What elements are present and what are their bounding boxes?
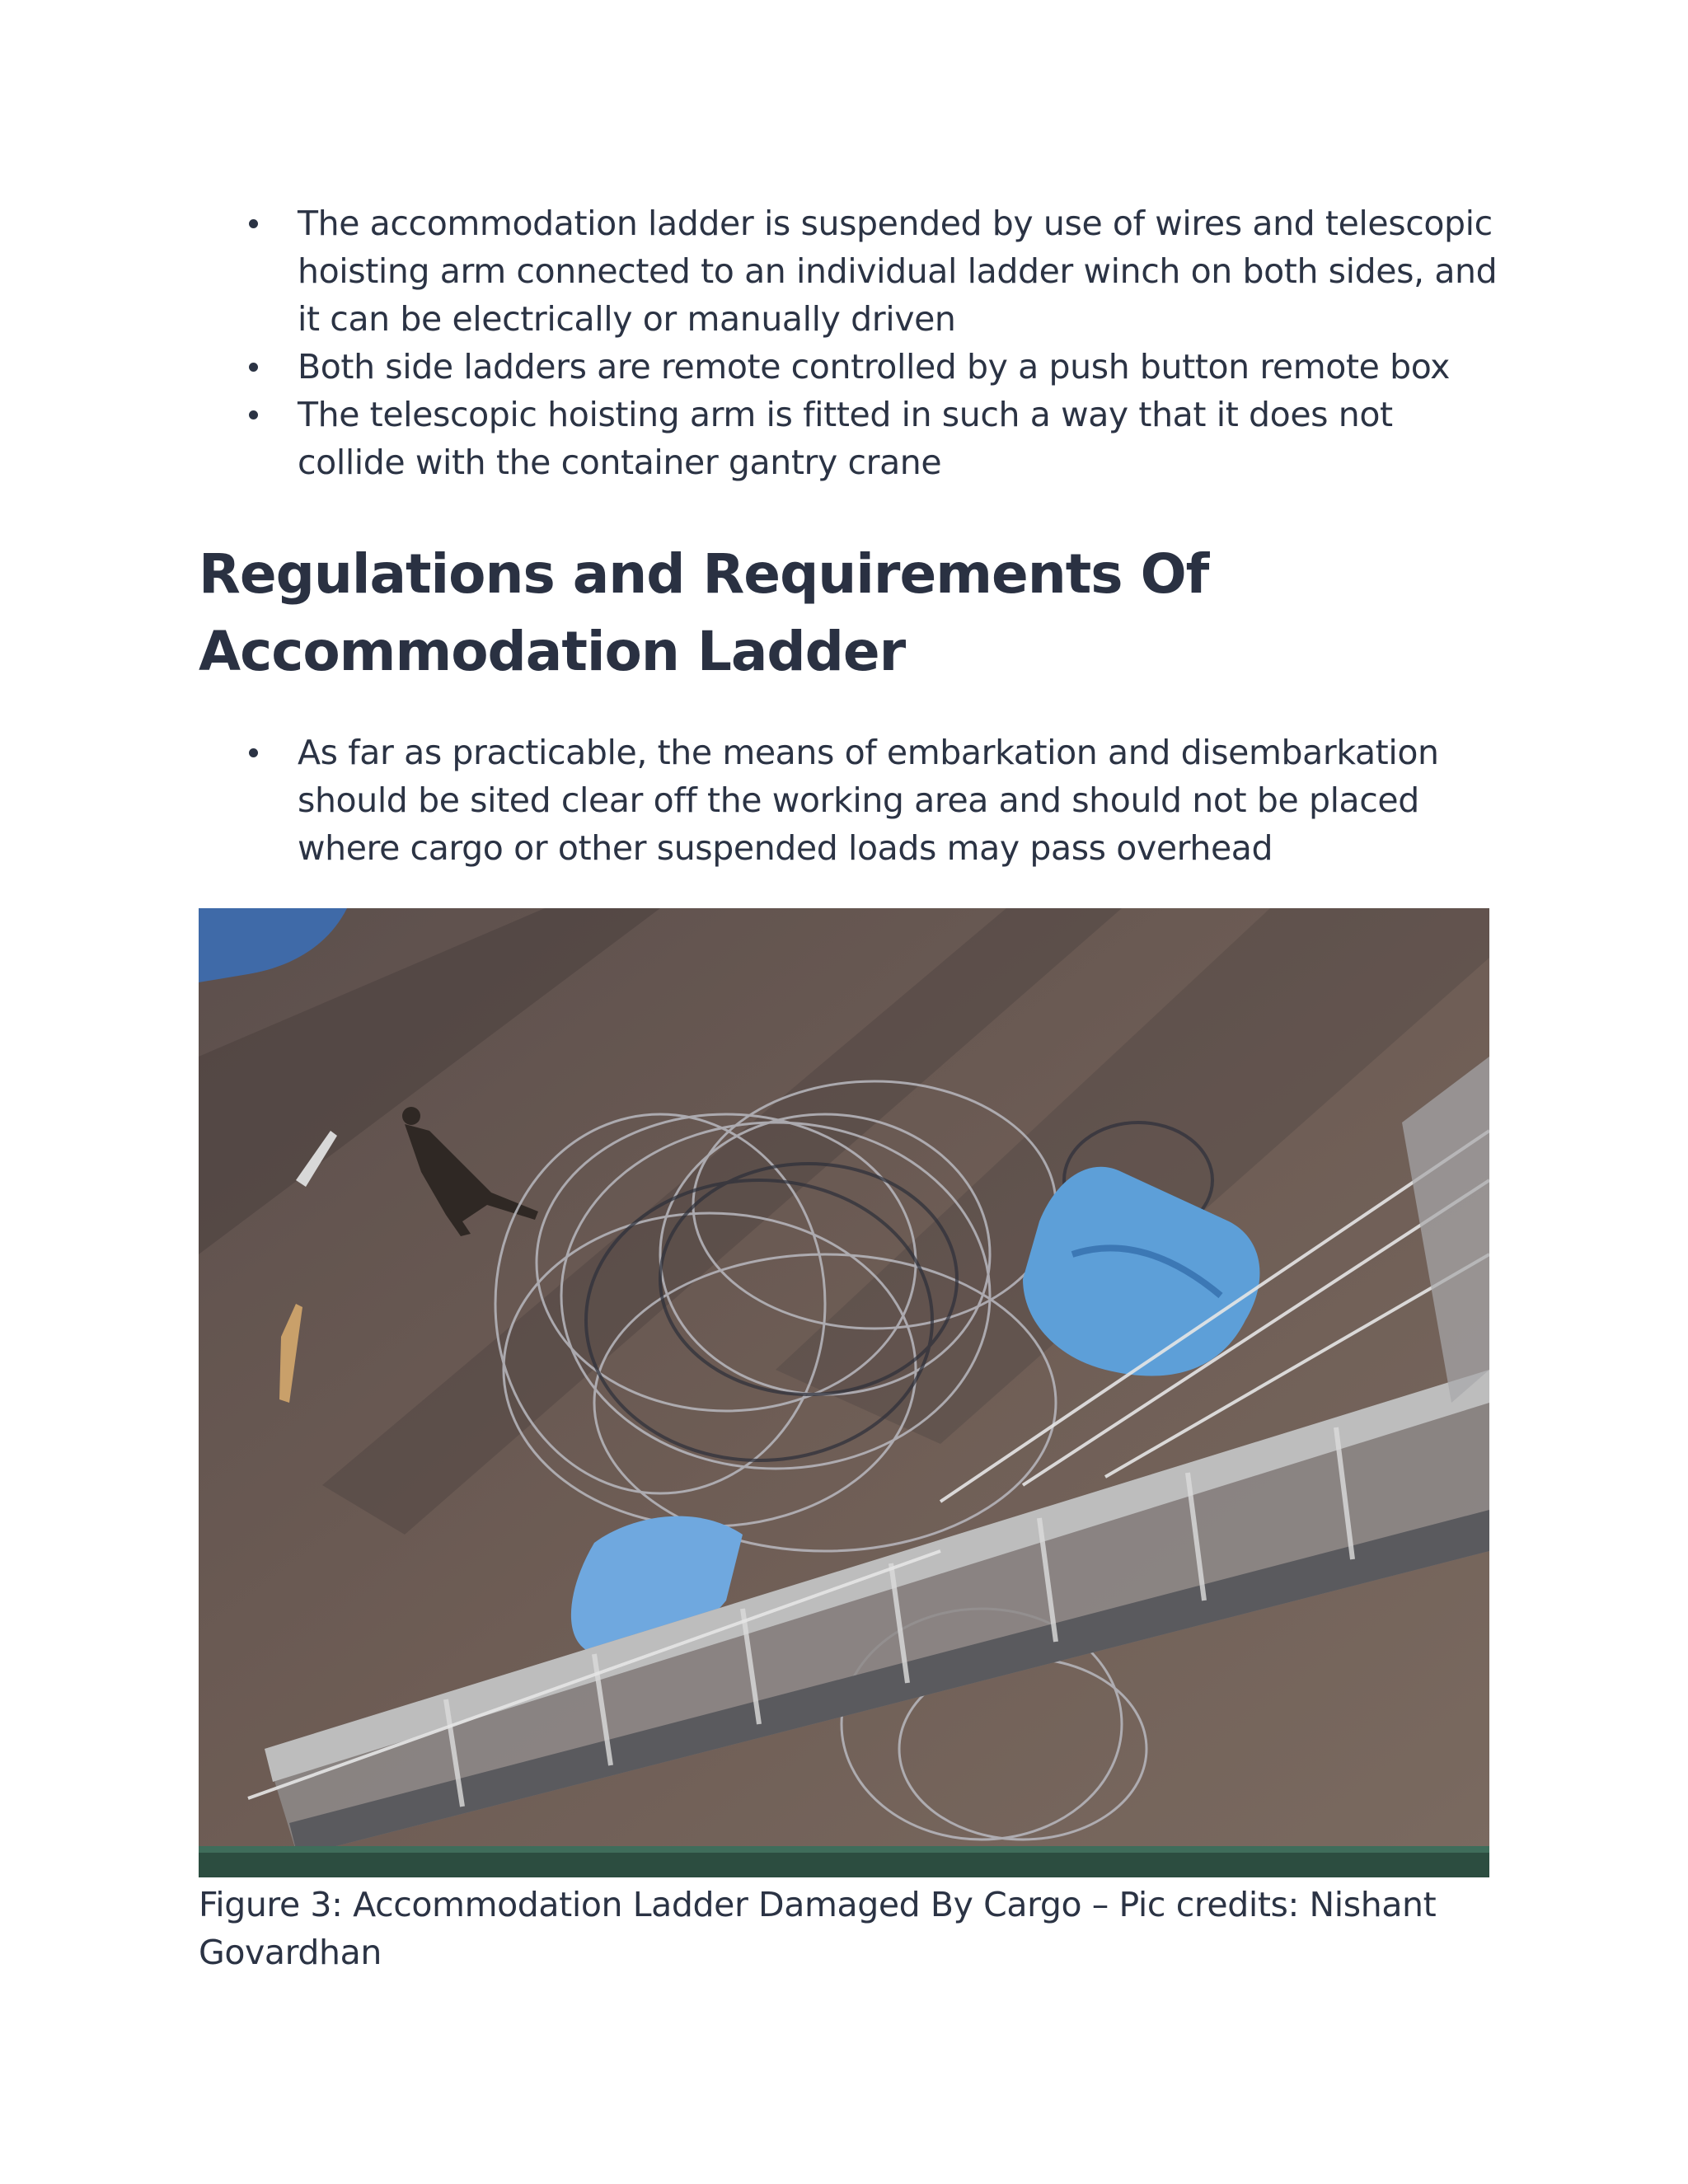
list-item-text: The telescopic hoisting arm is fitted in such a way that it does not collide with the container gantry crane [298, 395, 1393, 482]
list-item [199, 729, 1501, 872]
list-item-text: As far as practicable, the means of embarkation and disembarkation should be sited clear off the working area and should not be placed where cargo or other suspended loads may pass overhead [298, 733, 1439, 868]
figure-caption: Figure 3: Accommodation Ladder Damaged By Cargo – Pic credits: Nishant Govardhan [199, 1885, 1437, 1972]
bullet-icon [249, 748, 258, 757]
bullet-icon [249, 363, 258, 372]
photo-illustration [199, 908, 1489, 1877]
list-item-text: The accommodation ladder is suspended by use of wires and telescopic hoisting arm connected to an individual ladder winch on both sides, and it can be electrically or manually driven [298, 204, 1498, 339]
regulations-bullet-list [199, 729, 1501, 872]
list-item [199, 391, 1501, 486]
intro-bullet-list [199, 199, 1501, 486]
list-item-text: Both side ladders are remote controlled by a push button remote box [298, 347, 1451, 387]
list-item [199, 343, 1501, 391]
damaged-ladder-photo [199, 908, 1489, 1877]
section-heading: Regulations and Requirements Of Accommodation Ladder [199, 542, 1209, 683]
bullet-icon [249, 410, 258, 419]
bullet-icon [249, 219, 258, 228]
list-item [199, 199, 1501, 343]
